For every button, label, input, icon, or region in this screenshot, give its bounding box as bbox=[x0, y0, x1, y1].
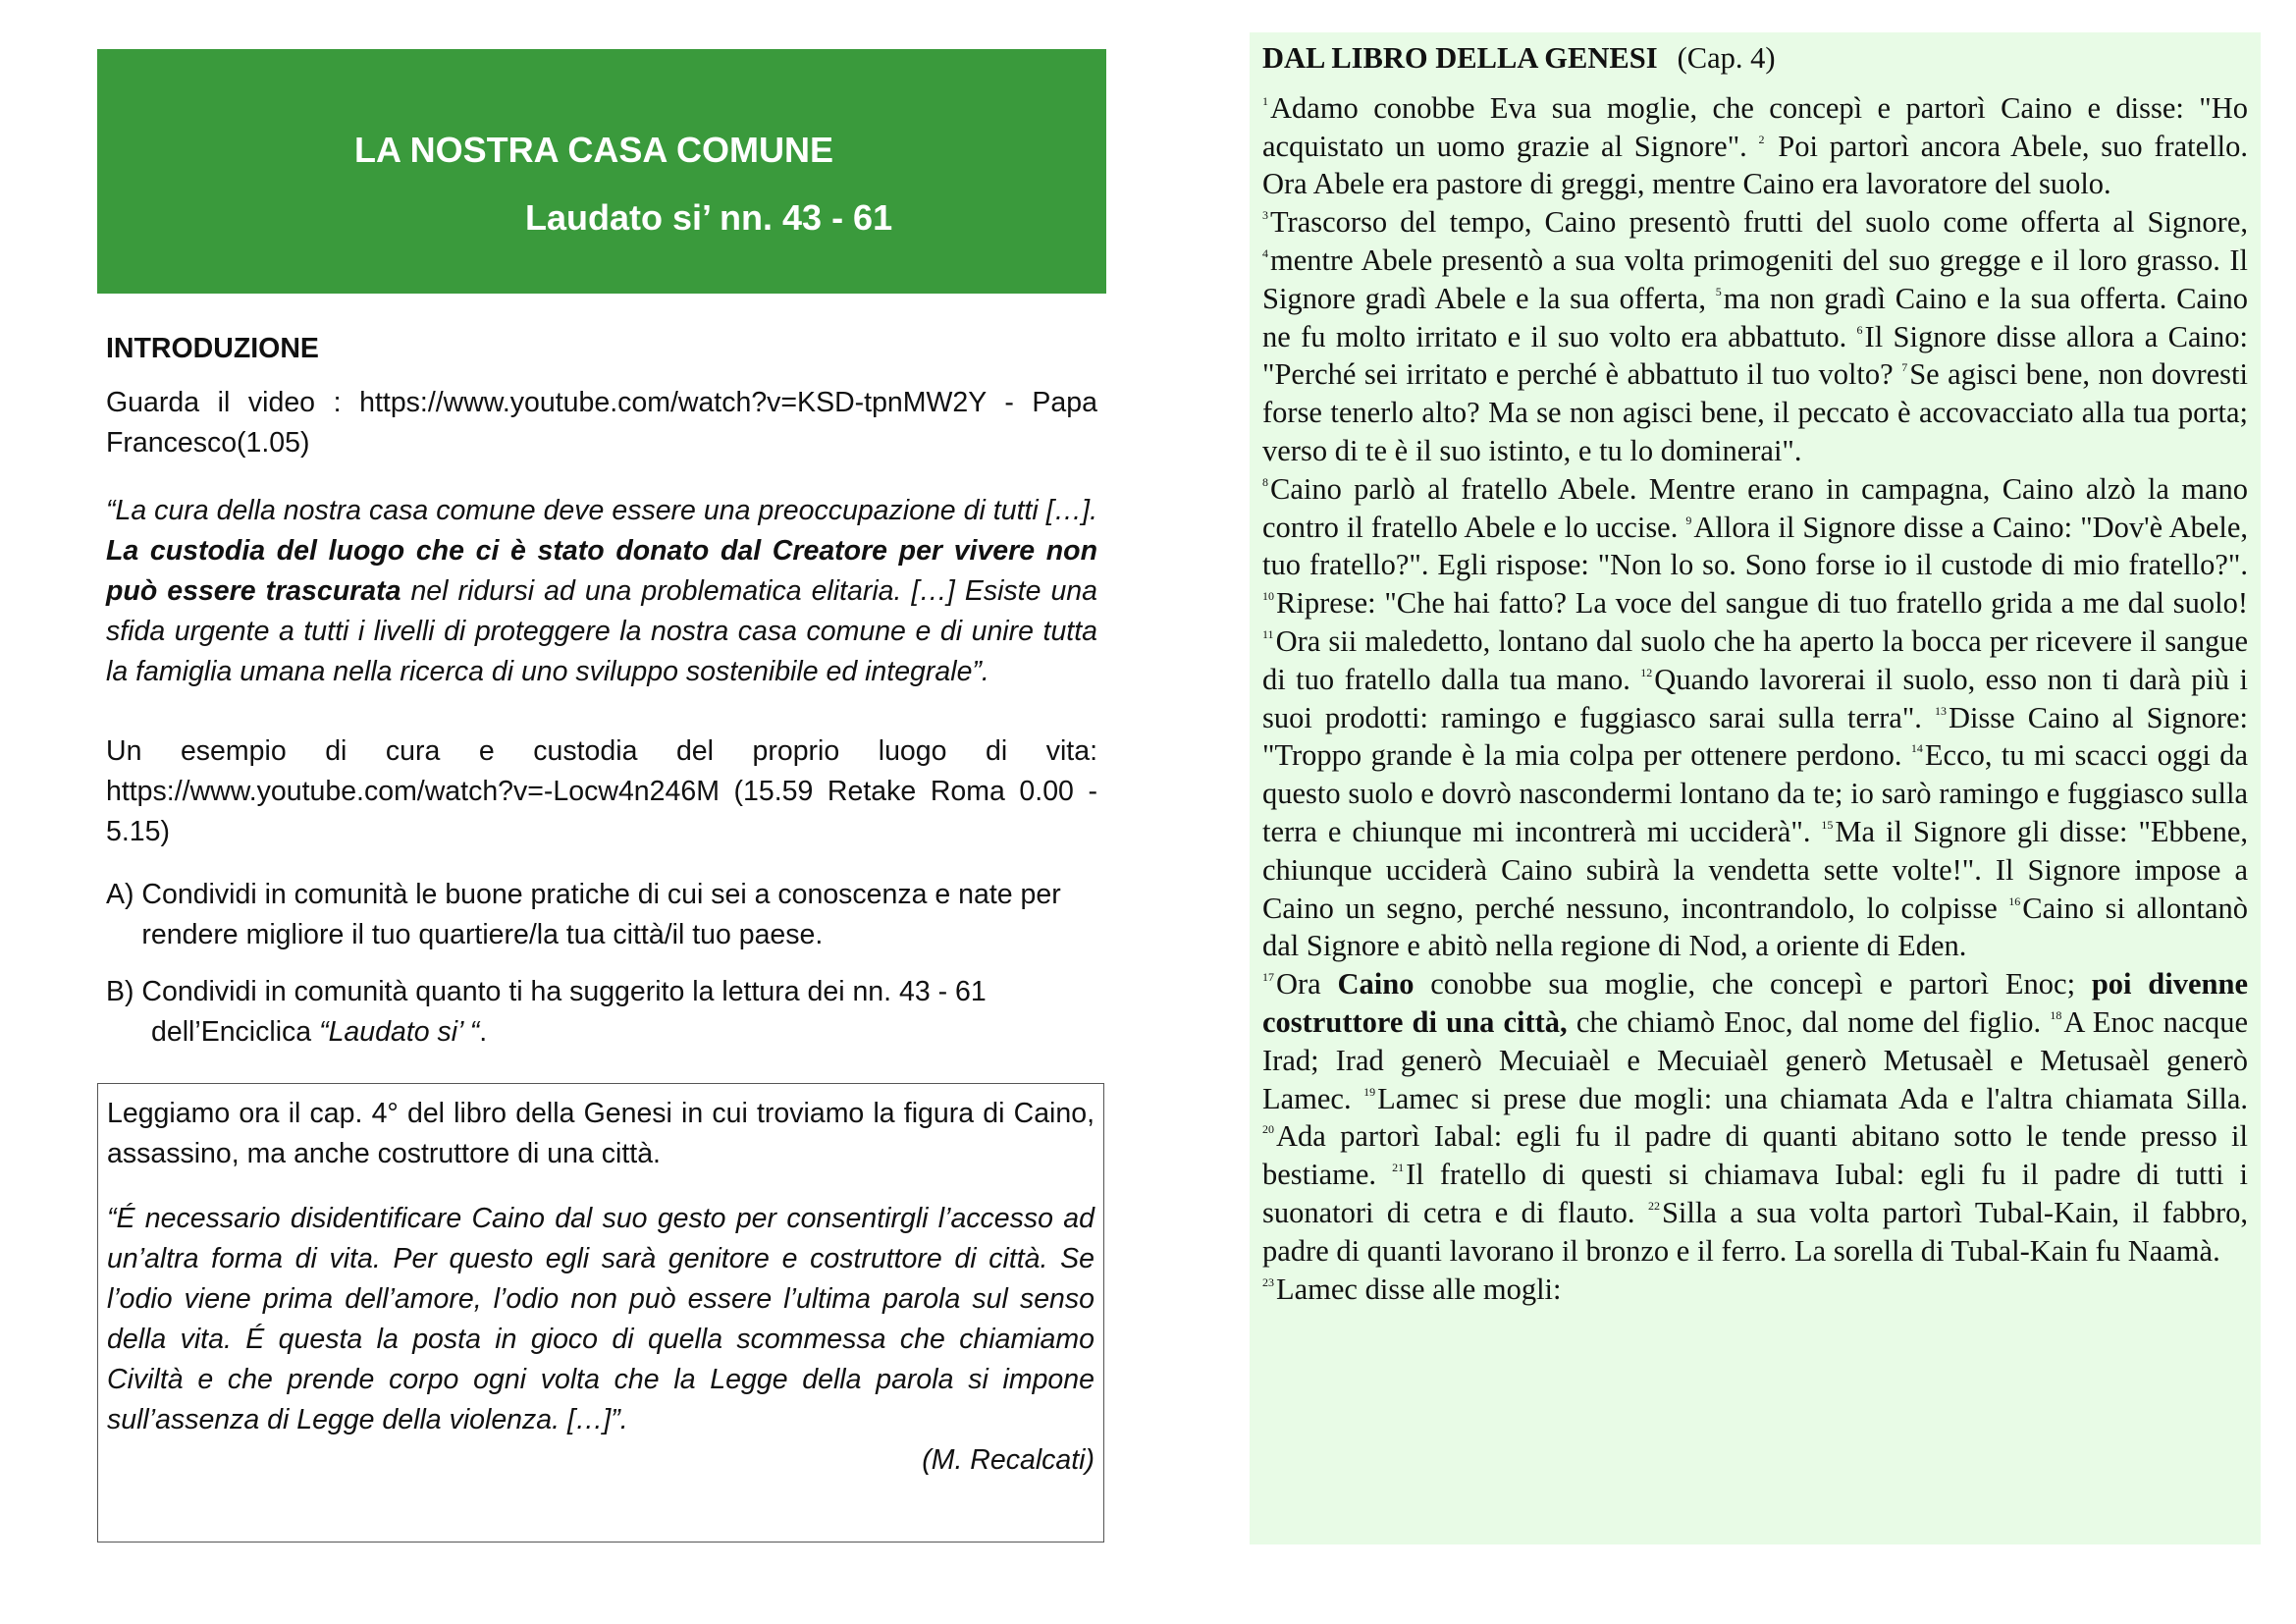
verse-text: Ora sii maledetto, lontano dal suolo che ha aperto la bocca per ricevere il sangue di tuo fratello dalla tua mano. bbox=[1262, 623, 2248, 696]
verse-text: Caino si allontanò dal Signore e abitò nella regione di Nod, a oriente di Eden. bbox=[1262, 891, 2248, 963]
verse-number: 7 bbox=[1901, 360, 1908, 375]
video-link-paragraph: Guarda il video : https://www.youtube.com/watch?v=KSD-tpnMW2Y - Papa Francesco(1.05) bbox=[106, 387, 1097, 459]
verse-text: che chiamò Enoc, dal nome del figlio. bbox=[1567, 1004, 2051, 1039]
verse-number: 9 bbox=[1685, 513, 1692, 527]
verse-paragraph bbox=[1262, 203, 2248, 470]
verse-number: 1 bbox=[1262, 93, 1268, 108]
list-item-text: Condividi in comunità le buone pratiche di cui sei a conoscenza e nate per rendere migliore il tuo quartiere/la tua città/il tuo paese. bbox=[141, 879, 1061, 950]
quote-author: (M. Recalcati) bbox=[922, 1444, 1095, 1476]
verse-number: 5 bbox=[1715, 284, 1722, 298]
verse-text: Lamec disse alle mogli: bbox=[1276, 1272, 1562, 1306]
verse-paragraph bbox=[1262, 470, 2248, 965]
verse-number: 21 bbox=[1392, 1161, 1405, 1175]
quote-text: “La cura della nostra casa comune deve essere una preoccupazione di tutti […]. bbox=[106, 495, 1097, 526]
verse-number: 2 bbox=[1758, 132, 1765, 146]
verse-text: Quando lavorerai il suolo, esso non ti darà più i suoi prodotti: ramingo e fuggiasco sarai sulla terra". bbox=[1262, 662, 2248, 734]
list-item-b bbox=[106, 972, 1097, 1053]
encyclical-title: “Laudato si’ “ bbox=[319, 1016, 480, 1048]
verse-number: 20 bbox=[1262, 1122, 1274, 1137]
verse-number: 4 bbox=[1262, 245, 1268, 260]
verse-paragraph bbox=[1262, 965, 2248, 1270]
verse-paragraph bbox=[1262, 89, 2248, 203]
verse-text-bold: Caino bbox=[1337, 967, 1415, 1001]
verse-text: Disse Caino al Signore: "Troppo grande è la mia colpa per ottenere perdono. bbox=[1262, 700, 2248, 773]
verse-paragraph bbox=[1262, 1271, 2248, 1309]
list-item-a bbox=[106, 875, 1097, 955]
list-marker: A) bbox=[106, 879, 142, 910]
verse-number: 10 bbox=[1262, 589, 1274, 604]
verse-text: conobbe sua moglie, che concepì e partorì Enoc; bbox=[1414, 967, 2092, 1001]
list-item-continuation bbox=[106, 1012, 1097, 1053]
list-marker: B) bbox=[106, 976, 142, 1007]
verse-number: 17 bbox=[1262, 970, 1274, 985]
genesis-intro-box bbox=[97, 1083, 1104, 1543]
verse-number: 6 bbox=[1856, 322, 1863, 337]
verse-text: Ecco, tu mi scacci oggi da questo suolo e dovrò nascondermi lontano da te; io sarò ramingo e fuggiasco sulla terra e chiunque mi incontrerà mi ucciderà". bbox=[1262, 738, 2248, 848]
verse-text-bold: poi divenne costruttore di una città, bbox=[1262, 967, 2248, 1039]
verse-text: Poi partorì ancora Abele, suo fratello. Ora Abele era pastore di greggi, mentre Caino era lavoratore del suolo. bbox=[1262, 129, 2249, 201]
chapter-label: (Cap. 4) bbox=[1677, 41, 1776, 75]
verse-number: 12 bbox=[1640, 665, 1653, 679]
title-banner bbox=[97, 49, 1106, 294]
verse-number: 22 bbox=[1647, 1198, 1660, 1213]
verse-number: 23 bbox=[1262, 1274, 1274, 1289]
verse-number: 19 bbox=[1363, 1084, 1376, 1099]
list-item-text: dell’Enciclica bbox=[151, 1016, 320, 1048]
verse-number: 13 bbox=[1934, 703, 1947, 718]
verse-number: 3 bbox=[1262, 208, 1268, 223]
verse-text: Ora bbox=[1276, 967, 1338, 1001]
verse-number: 18 bbox=[2050, 1007, 2062, 1022]
verse-text: Trascorso del tempo, Caino presentò frutti del suolo come offerta al Signore, bbox=[1270, 205, 2248, 240]
box-intro: Leggiamo ora il cap. 4° del libro della Genesi in cui troviamo la figura di Caino, assassino, ma anche costruttore di una città. bbox=[107, 1098, 1095, 1169]
verse-number: 11 bbox=[1262, 626, 1274, 641]
recalcati-quote: “É necessario disidentificare Caino dal suo gesto per consentirgli l’accesso ad un’altra forma di vita. Per questo egli sarà genitore e costruttore di città. Se l’odio viene prima dell’amore, l’odio non può essere l’ultima parola sul senso della vita. É questa la posta in gioco di quella scommessa che chiamiamo Civiltà e che prende corpo ogni volta che la Legge della parola si impone sull’assenza di Legge della violenza. […]”. bbox=[107, 1203, 1095, 1435]
genesis-heading bbox=[1262, 39, 2248, 78]
verse-text: Riprese: "Che hai fatto? La voce del sangue di tuo fratello grida a me dal suolo! bbox=[1276, 586, 2248, 621]
verse-text: Caino parlò al fratello Abele. Mentre erano in campagna, Caino alzò la mano contro il fratello Abele e lo uccise. bbox=[1262, 471, 2248, 544]
list-item-text: . bbox=[479, 1016, 488, 1048]
page-subtitle: Laudato si’ nn. 43 - 61 bbox=[525, 197, 893, 238]
verse-text: Allora il Signore disse a Caino: "Dov'è Abele, tuo fratello?". Egli rispose: "Non lo so. Sono forse io il custode di mio fratello?". bbox=[1262, 510, 2248, 582]
verse-number: 14 bbox=[1910, 741, 1923, 756]
verse-text: Ada partorì Iabal: egli fu il padre di quanti abitano sotto le tende presso il bestiame. bbox=[1262, 1119, 2248, 1192]
verse-text: Silla a sua volta partorì Tubal-Kain, il fabbro, padre di quanti lavorano il bronzo e il ferro. La sorella di Tubal-Kain fu Naamà. bbox=[1262, 1195, 2248, 1268]
quote-bold-text: La custodia del luogo che ci è stato donato dal Creatore per vivere non può essere trascurata bbox=[106, 535, 1097, 607]
verse-text: Adamo conobbe Eva sua moglie, che concepì e partorì Caino e disse: "Ho acquistato un uomo grazie al Signore". bbox=[1262, 90, 2248, 163]
verse-text: Il fratello di questi si chiamava Iubal: egli fu il padre di tutti i suonatori di cetra e di flauto. bbox=[1262, 1158, 2249, 1229]
verse-text: Lamec si prese due mogli: una chiamata Ada e l'altra chiamata Silla. bbox=[1377, 1081, 2249, 1115]
verse-text: Il Signore disse allora a Caino: "Perché sei irritato e perché è abbattuto il tuo volto? bbox=[1262, 319, 2248, 392]
intro-heading: INTRODUZIONE bbox=[106, 333, 319, 364]
verse-number: 15 bbox=[1821, 817, 1834, 832]
genesis-panel bbox=[1250, 32, 2261, 1544]
verse-text: Se agisci bene, non dovresti forse tenerlo alto? Ma se non agisci bene, il peccato è accovacciato alla tua porta; verso di te è il suo istinto, e tu lo dominerai". bbox=[1262, 357, 2248, 467]
verse-number: 16 bbox=[2008, 893, 2021, 908]
verse-text: A Enoc nacque Irad; Irad generò Mecuiaèl e Mecuiaèl generò Metusaèl e Metusaèl generò Lamec. bbox=[1262, 1004, 2248, 1115]
verse-text: mentre Abele presentò a sua volta primogeniti del suo gregge e il loro grasso. Il Signore gradì Abele e la sua offerta, bbox=[1262, 243, 2248, 315]
verse-text: ma non gradì Caino e la sua offerta. Caino ne fu molto irritato e il suo volto era abbattuto. bbox=[1262, 281, 2249, 353]
encyclical-quote bbox=[106, 491, 1097, 692]
verse-number: 8 bbox=[1262, 474, 1268, 489]
quote-text-end: nel ridursi ad una problematica elitaria. […] Esiste una sfida urgente a tutti i livelli di proteggere la nostra casa comune e di unire tutta la famiglia umana nella ricerca di uno sviluppo sostenibile ed integrale”. bbox=[106, 575, 1097, 687]
page-title: LA NOSTRA CASA COMUNE bbox=[354, 130, 833, 170]
verse-text: Ma il Signore gli disse: "Ebbene, chiunque ucciderà Caino subirà la vendetta sette volte!". Il Signore impose a Caino un segno, perché nessuno, incontrandolo, lo colpisse bbox=[1262, 814, 2248, 925]
example-paragraph: Un esempio di cura e custodia del proprio luogo di vita: https://www.youtube.com/watch?v=-Locw4n246M (15.59 Retake Roma 0.00 - 5.15) bbox=[106, 735, 1097, 847]
genesis-title: DAL LIBRO DELLA GENESI bbox=[1262, 41, 1658, 75]
list-item-text: Condividi in comunità quanto ti ha suggerito la lettura dei nn. 43 - 61 bbox=[141, 976, 987, 1007]
